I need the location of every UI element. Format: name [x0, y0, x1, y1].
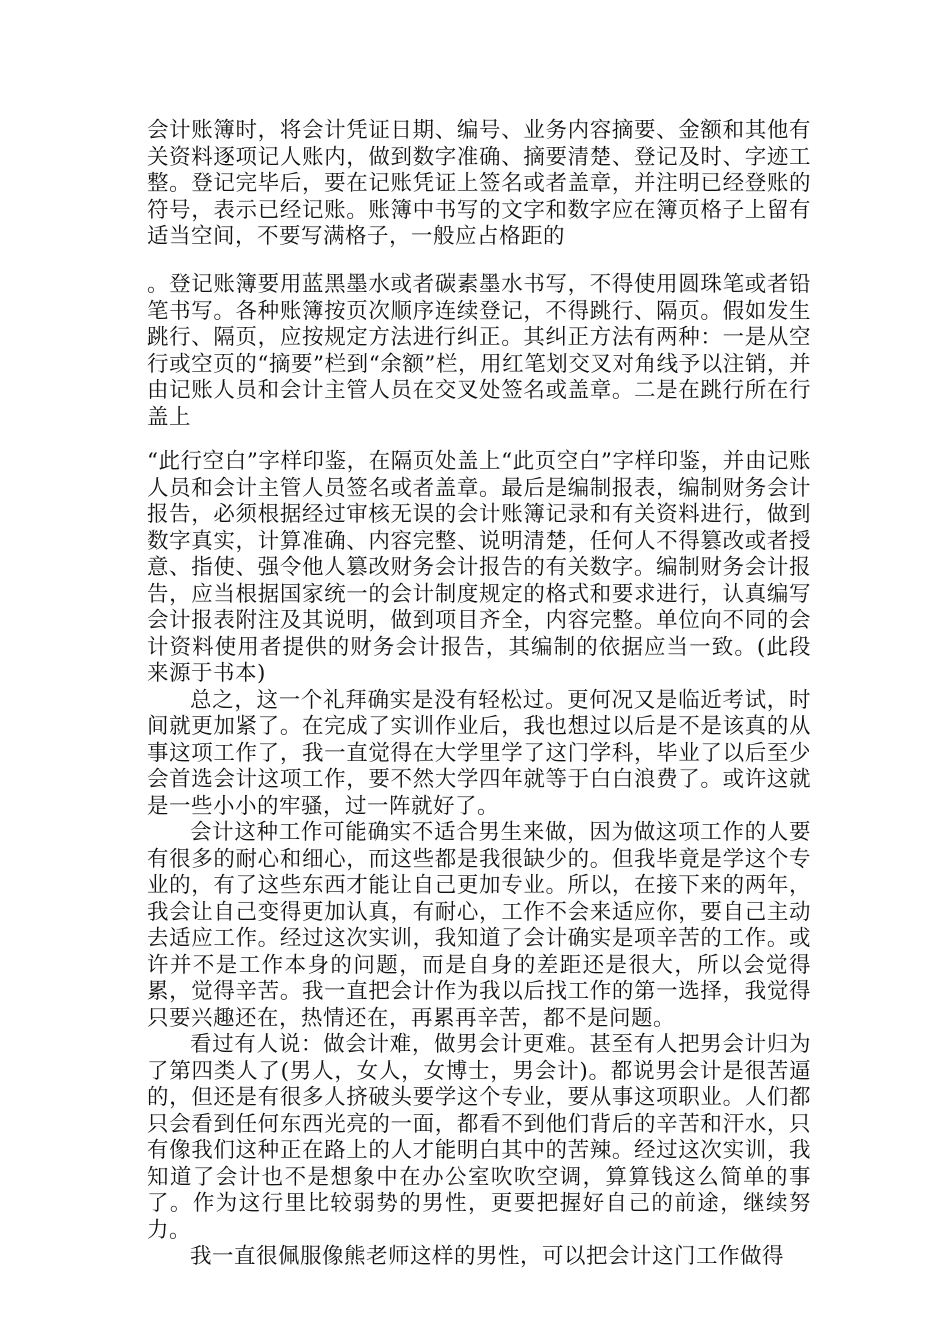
paragraph-block-3 [147, 449, 811, 1271]
paragraph-text: 我一直很佩服像熊老师这样的男性，可以把会计这门工作做得 [190, 1244, 785, 1269]
paragraph-block-1 [147, 118, 811, 251]
paragraph-text: 总之，这一个礼拜确实是没有轻松过。更何况又是临近考试，时间就更加紧了。在完成了实训作业后，我也想过以后是不是该真的从事这项工作了，我一直觉得在大学里学了这门学科，毕业了以后至少会首选会计这项工作，要不然大学四年就等于白白浪费了。或许这就是一些小小的牢骚，过一阵就好了。 [147, 687, 811, 819]
paragraph-text: 。登记账簿要用蓝黑墨水或者碳素墨水书写，不得使用圆珠笔或者铅笔书写。各种账簿按页次顺序连续登记，不得跳行、隔页。假如发生跳行、隔页，应按规定方法进行纠正。其纠正方法有两种：一是从空行或空页的“摘要”栏到“余额”栏，用红笔划交叉对角线予以注销，并由记账人员和会计主管人员在交叉处签名或盖章。二是在跳行所在行盖上 [147, 272, 811, 430]
paragraph-text: 会计账簿时，将会计凭证日期、编号、业务内容摘要、金额和其他有关资料逐项记人账内，做到数字准确、摘要清楚、登记及时、字迹工整。登记完毕后，要在记账凭证上签名或者盖章，并注明已经登账的符号，表示已经记账。账簿中书写的文字和数字应在簿页格子上留有适当空间，不要写满格子，一般应占格距的 [147, 118, 811, 249]
paragraph-text: 会计这种工作可能确实不适合男生来做，因为做这项工作的人要有很多的耐心和细心，而这些都是我很缺少的。但我毕竟是学这个专业的，有了这些东西才能让自己更加专业。所以，在接下来的两年，我会让自己变得更加认真，有耐心，工作不会来适应你，要自己主动去适应工作。经过这次实训，我知道了会计确实是项辛苦的工作。或许并不是工作本身的问题，而是自身的差距还是很大，所以会觉得累，觉得辛苦。我一直把会计作为我以后找工作的第一选择，我觉得只要兴趣还在，热情还在，再累再辛苦，都不是问题。 [147, 820, 811, 1031]
paragraph-text: 看过有人说：做会计难，做男会计更难。甚至有人把男会计归为了第四类人了(男人，女人，女博士，男会计)。都说男会计是很苦逼的，但还是有很多人挤破头要学这个专业，要从事这项职业。人们都只会看到任何东西光亮的一面，都看不到他们背后的辛苦和汗水，只有像我们这种正在路上的人才能明白其中的苦辣。经过这次实训，我知道了会计也不是想象中在办公室吹吹空调，算算钱这么简单的事了。作为这行里比较弱势的男性，更要把握好自己的前途，继续努力。 [147, 1032, 811, 1243]
paragraph-block-2 [147, 272, 811, 431]
paragraph-text: “此行空白”字样印鉴，在隔页处盖上“此页空白”字样印鉴，并由记账人员和会计主管人员签名或者盖章。最后是编制报表，编制财务会计报告，必须根据经过审核无误的会计账簿记录和有关资料进行，做到数字真实，计算准确、内容完整、说明清楚，任何人不得篡改或者授意、指使、强令他人篡改财务会计报告的有关数字。编制财务会计报告，应当根据国家统一的会计制度规定的格式和要求进行，认真编写会计报表附注及其说明，做到项目齐全，内容完整。单位向不同的会计资料使用者提供的财务会计报告，其编制的依据应当一致。(此段来源于书本) [147, 449, 811, 686]
